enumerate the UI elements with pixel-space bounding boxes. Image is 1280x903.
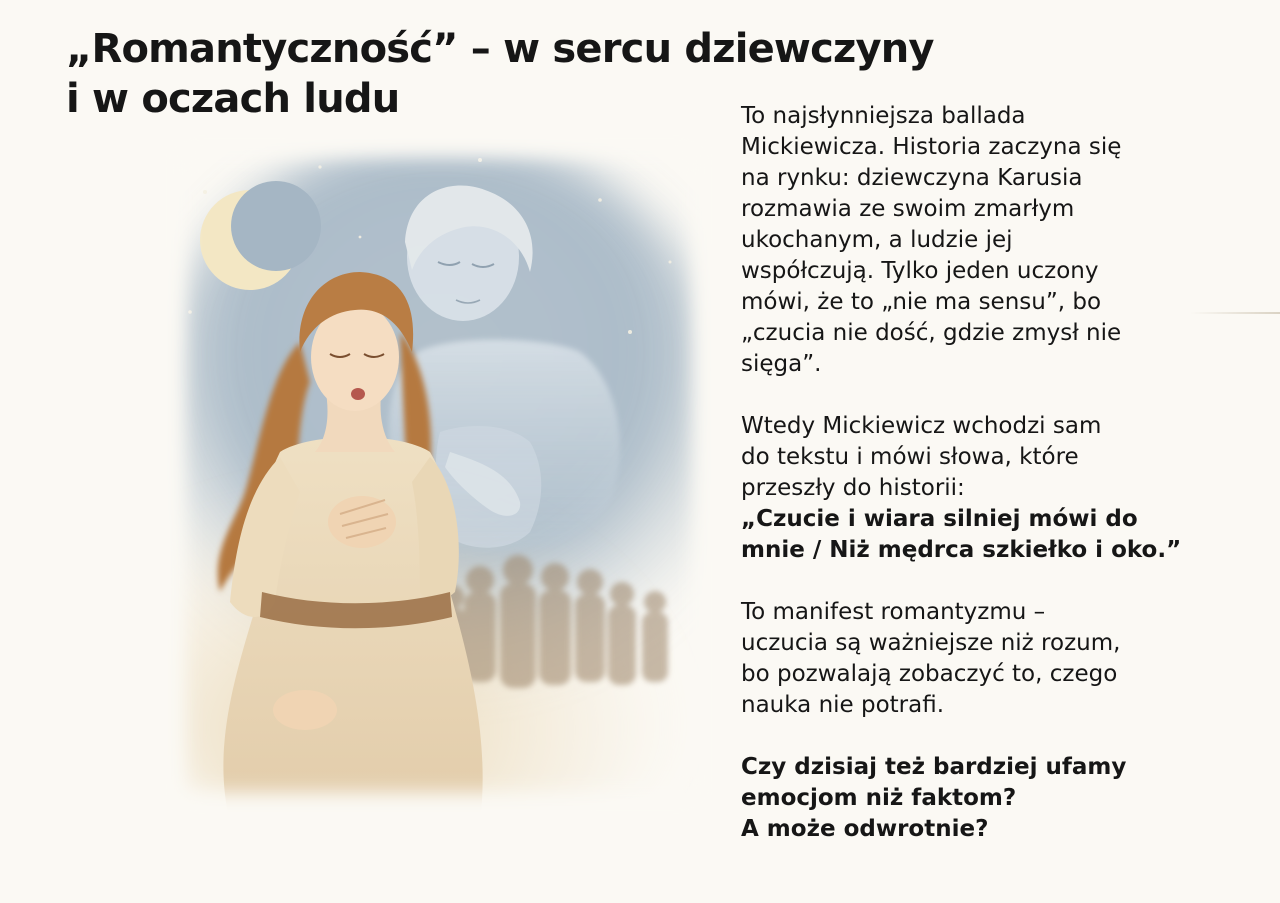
- text-line: To manifest romantyzmu –: [741, 599, 1046, 625]
- closing-question: [741, 752, 1201, 845]
- question-line: Czy dzisiaj też bardziej ufamy: [741, 754, 1127, 780]
- text-line: bo pozwalają zobaczyć to, czego: [741, 661, 1118, 687]
- text-line: mówi, że to „nie ma sensu”, bo: [741, 289, 1102, 315]
- text-line: ukochanym, a ludzie jej: [741, 227, 1013, 253]
- text-line: Wtedy Mickiewicz wchodzi sam: [741, 413, 1102, 439]
- paragraph-ballad-intro: [741, 101, 1201, 380]
- article-body: [741, 101, 1201, 845]
- ballad-illustration: [150, 122, 728, 827]
- text-line: rozmawia ze swoim zmarłym: [741, 196, 1075, 222]
- text-line: „czucia nie dość, gdzie zmysł nie: [741, 320, 1122, 346]
- title-line-2: i w oczach ludu: [66, 76, 400, 122]
- paragraph-mickiewicz-quote: [741, 411, 1201, 566]
- quote-line: mnie / Niż mędrca szkiełko i oko.”: [741, 537, 1182, 563]
- paragraph-manifest: [741, 597, 1201, 721]
- text-line: uczucia są ważniejsze niż rozum,: [741, 630, 1121, 656]
- text-line: sięga”.: [741, 351, 822, 377]
- text-line: To najsłynniejsza ballada: [741, 103, 1026, 129]
- title-line-1: „Romantyczność” – w sercu dziewczyny: [66, 26, 934, 72]
- text-line: współczują. Tylko jeden uczony: [741, 258, 1099, 284]
- text-line: nauka nie potrafi.: [741, 692, 945, 718]
- text-line: na rynku: dziewczyna Karusia: [741, 165, 1083, 191]
- quote-line: „Czucie i wiara silniej mówi do: [741, 506, 1138, 532]
- question-line: A może odwrotnie?: [741, 816, 989, 842]
- text-line: do tekstu i mówi słowa, które: [741, 444, 1079, 470]
- watercolor-illustration-icon: [150, 122, 728, 827]
- question-line: emocjom niż faktom?: [741, 785, 1017, 811]
- text-line: przeszły do historii:: [741, 475, 965, 501]
- text-line: Mickiewicza. Historia zaczyna się: [741, 134, 1122, 160]
- page-edge-mark: [1190, 312, 1280, 314]
